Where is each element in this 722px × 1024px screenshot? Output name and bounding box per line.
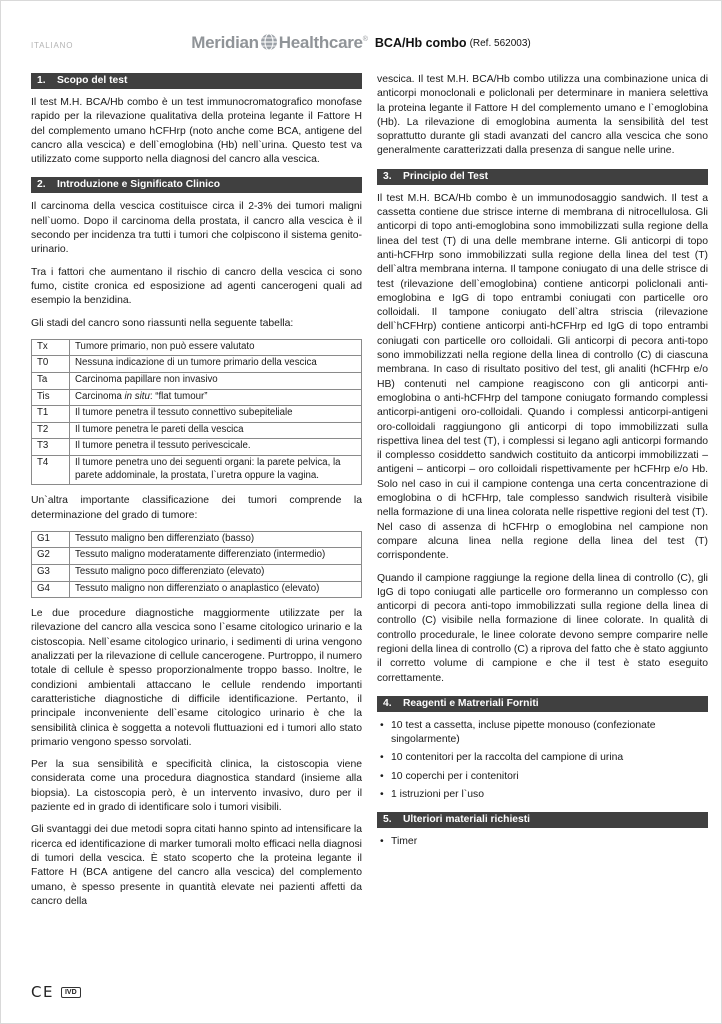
bullet-icon: [377, 751, 391, 765]
stage-desc: Il tumore penetra il tessuto connettivo subepiteliale: [70, 406, 362, 423]
table-row: [32, 439, 362, 456]
footer-marks: [31, 983, 81, 1001]
paragraph: Tra i fattori che aumentano il rischio di cancro della vescica ci sono fumo, cistite cronica ed esposizione ad agenti cancerogeni quali ad esempio la benzidina.: [31, 266, 362, 307]
table-row: [32, 339, 362, 356]
table-row: [32, 548, 362, 565]
list-item-text: 10 test a cassetta, incluse pipette monouso (confezionate singolarmente): [391, 719, 656, 746]
paragraph: Per la sua sensibilità e specificità clinica, la cistoscopia viene considerata come una procedura diagnostica standard (insieme alla biopsia). La cistoscopia però, è un intervento invasivo, duro per il paziente ed in grado di identificare solo i tumori visibili.: [31, 759, 362, 814]
logo-healthcare-text: Healthcare: [278, 33, 363, 52]
list-item-text: Timer: [391, 836, 418, 848]
bullet-icon: [377, 770, 391, 784]
stage-desc: Il tumore penetra le pareti della vescica: [70, 422, 362, 439]
bullet-icon: [377, 788, 391, 802]
document-ref: (Ref. 562003): [469, 37, 531, 49]
page-header: [31, 29, 691, 67]
logo-meridian-text: Meridian: [191, 33, 259, 52]
stage-desc: Tumore primario, non può essere valutato: [70, 339, 362, 356]
section-title: Scopo del test: [57, 75, 128, 86]
grade-desc: Tessuto maligno ben differenziato (basso): [70, 531, 362, 548]
list-item: [377, 835, 708, 849]
right-column: [377, 73, 708, 917]
section-number: 4.: [383, 697, 392, 709]
grade-code: G2: [32, 548, 70, 565]
bullet-icon: [377, 719, 391, 748]
stage-desc: Carcinoma papillare non invasivo: [70, 373, 362, 390]
section-title: Reagenti e Matreriali Forniti: [403, 697, 539, 709]
list-item: [377, 788, 708, 802]
section-3-header: [377, 169, 708, 185]
language-label: ITALIANO: [31, 41, 74, 50]
grade-code: G1: [32, 531, 70, 548]
logo-title-line: [31, 33, 691, 53]
stage-desc: Il tumore penetra il tessuto perivescicale.: [70, 439, 362, 456]
section-number: 5.: [383, 814, 392, 826]
stage-code: T4: [32, 456, 70, 485]
list-item: [377, 770, 708, 784]
registered-mark-icon: ®: [362, 35, 368, 43]
grade-desc: Tessuto maligno non differenziato o anaplastico (elevato): [70, 581, 362, 598]
list-item-text: 1 istruzioni per l`uso: [391, 789, 484, 801]
section-title: Principio del Test: [403, 170, 489, 182]
section-5-header: [377, 812, 708, 828]
materials-list: [377, 719, 708, 802]
table-row: [32, 581, 362, 598]
table-row: [32, 406, 362, 423]
section-number: 1.: [37, 75, 46, 86]
document-title: BCA/Hb combo: [374, 36, 467, 50]
paragraph: Un`altra importante classificazione dei tumori comprende la determinazione del grado di tumore:: [31, 495, 362, 521]
document-page: [1, 1, 721, 1023]
bullet-icon: [377, 835, 391, 849]
stage-code: T3: [32, 439, 70, 456]
paragraph: Quando il campione raggiunge la regione della linea di controllo (C), gli IgG di topo coniugati alle particelle oro formeranno un complesso con anticorpi di pecora anti-topo immobilizzati sulla regione della linea di controllo (C) visibile nella formazione di linee colorate. In qualità di controllo procedurale, le linee colorate devono sempre comparire nelle regioni della linea di controllo (C) a riprova del fatto che è stato aggiunto il corretto volume di campione e che il test è stato eseguito correttamente.: [377, 572, 708, 684]
stage-code: Tx: [32, 339, 70, 356]
ce-mark-icon: CE: [31, 983, 54, 1001]
section-title: Ulteriori materiali richiesti: [403, 814, 531, 826]
stage-code: Tis: [32, 389, 70, 406]
stage-desc-text: : “flat tumour”: [149, 390, 208, 402]
tumor-stage-table: [31, 339, 362, 485]
stage-code: T1: [32, 406, 70, 423]
stage-desc: Il tumore penetra uno dei seguenti organi: la parete pelvica, la parete addominale, la prostata, l`uretra oppure la vagina.: [70, 456, 362, 485]
table-row: [32, 564, 362, 581]
list-item-text: 10 coperchi per i contenitori: [391, 770, 519, 782]
paragraph: Il test M.H. BCA/Hb combo è un immunodosaggio sandwich. Il test a cassetta contiene due strisce interne di membrana di nitrocellulosa. Gli anticorpi di topo anti-emoglobina sono immobilizzati sulla regione della linea del test (T) di una delle membrane interne. Gli anticorpi di topo anti-hCFHrp sono immobilizzati sulla regione della linea del test (T) dell`altra membrana interna. Il tampone coniugato di una delle strisce di test (rilevazione dell`emoglobina) contiene anticorpi policlonali anti- emoglobina e IgG di topo entrambi coniugati con particelle oro colloidali. Il tampone coniugato dell`altra striscia (rilevazione dell`hCFHrp) contiene anticorpi anti-hCFHrp ed IgG di topo entrambi coniugati con particelle oro colloidali. Gli anticorpi di pecora anti-topo sono immobilizzati nella regione della linea di controllo (C) di ciascuna membrana. In caso di risultato positivo del test, gli analiti (hCFHrp e/o HB) contenuti nel campione reagiscono con gli anticorpi anti-emoglobina o anti-hCFHrp del tampone coniugato formando complessi anticorpi-antigeni oro-colloidali. Quando i complessi anticorpi-antigeni oro-colloidali raggiungono gli anticorpi di topo immobilizzati sulla rispettiva linea del test (T), i complessi si legano agli anticorpi formando il complesso cosiddetto sandwich costituito da anticorpi immobilizzati – antigeni – anticorpi – oro colloidali rispettivamente per hCFHrp e/o Hb. Solo nel caso in cui il campione contenga una certa concentrazione di emoglobina o di hCFHrp, tale complesso sandwich risulterà visibile nella formazione di una linea colorata nelle rispettive regioni del test (T). Nel caso di assenza di hCFHrp o emoglobina nel campione non compare alcuna linea nella regione della linea del test (T) corrispondente.: [377, 192, 708, 562]
stage-code: Ta: [32, 373, 70, 390]
tumor-grade-table: [31, 531, 362, 598]
section-2-header: [31, 177, 362, 193]
grade-desc: Tessuto maligno moderatamente differenziato (intermedio): [70, 548, 362, 565]
grade-desc: Tessuto maligno poco differenziato (elevato): [70, 564, 362, 581]
stage-desc: Nessuna indicazione di un tumore primario della vescica: [70, 356, 362, 373]
ivd-symbol: IVD: [61, 987, 81, 998]
meridian-globe-icon: [260, 33, 278, 51]
paragraph-continuation: vescica. Il test M.H. BCA/Hb combo utilizza una combinazione unica di anticorpi monoclonali e policlonali per determinare in maniera selettiva la proteina legante il Fattore H del complemento umano e l`emoglobina (Hb). La rilevazione di emoglobina aumenta la sensibilità del test soprattutto durante gli stadi avanzati del cancro alla vescica che sono generalmente caratterizzati dalla presenza di sangue nelle urine.: [377, 74, 708, 157]
table-row: [32, 389, 362, 406]
paragraph: Il test M.H. BCA/Hb combo è un test immunocromatografico monofase rapido per la rilevazione qualitativa della proteina legante il Fattore H del complemento umano hCFHrp (noto anche come BCA, antigene del cancro alla vescica) e dell`emoglobina (Hb) nell`urina. Questo test va utilizzato come supporto nella diagnosi del cancro alla vescica.: [31, 97, 362, 166]
stage-desc: [70, 389, 362, 406]
grade-code: G4: [32, 581, 70, 598]
section-number: 3.: [383, 170, 392, 182]
list-item-text: 10 contenitori per la raccolta del campione di urina: [391, 752, 624, 764]
two-column-layout: [31, 73, 708, 917]
stage-desc-text: Carcinoma: [75, 390, 125, 402]
section-number: 2.: [37, 179, 46, 191]
paragraph: Gli stadi del cancro sono riassunti nella seguente tabella:: [31, 317, 294, 329]
table-row: [32, 456, 362, 485]
additional-materials-list: [377, 835, 708, 849]
stage-code: T2: [32, 422, 70, 439]
paragraph: Gli svantaggi dei due metodi sopra citati hanno spinto ad intensificare la ricerca ed identificazione di marker tumorali molto efficaci nella diagnosi di tumori della vescica. È stato scoperto che la proteina legante il Fattore H (BCA antigene del cancro alla vescica) del complemento umano, è spesso presente in quantità elevate nei pazienti affetti da cancro della: [31, 824, 362, 907]
paragraph: Le due procedure diagnostiche maggiormente utilizzate per la rilevazione del cancro alla vescica sono l`esame citologico urinario e la cistoscopia. Nell`esame citologico urinario, i sedimenti di urina vengono analizzati per la rilevazione di cellule cancerogene. Purtroppo, il numero totale di cellule è spesso proporzionalmente troppo basso. Inoltre, le condizioni ambientali attaccano le cellule rendendo importanti caratteristiche diagnostiche di difficile identificazione. Pertanto, il principale inconveniente dell`esame citologico urinario è che la sensibilità clinica è soggetta a notevoli fluttuazioni ed i tumori allo stato primario vengono spesso sorvolati.: [31, 608, 362, 748]
table-row: [32, 373, 362, 390]
section-4-header: [377, 696, 708, 712]
table-row: [32, 356, 362, 373]
list-item: [377, 751, 708, 765]
grade-code: G3: [32, 564, 70, 581]
table-row: [32, 531, 362, 548]
list-item: [377, 719, 708, 748]
paragraph: Il carcinoma della vescica costituisce circa il 2-3% dei tumori maligni nell`uomo. Dopo il carcinoma della prostata, il cancro alla vescica è il secondo per incidenza tra tutti i tumori che colpiscono il sistema genito-urinario.: [31, 201, 362, 256]
section-1-header: [31, 73, 362, 89]
stage-desc-italic: in situ: [124, 390, 150, 402]
left-column: [31, 73, 362, 917]
section-title: Introduzione e Significato Clinico: [57, 179, 221, 191]
table-row: [32, 422, 362, 439]
stage-code: T0: [32, 356, 70, 373]
